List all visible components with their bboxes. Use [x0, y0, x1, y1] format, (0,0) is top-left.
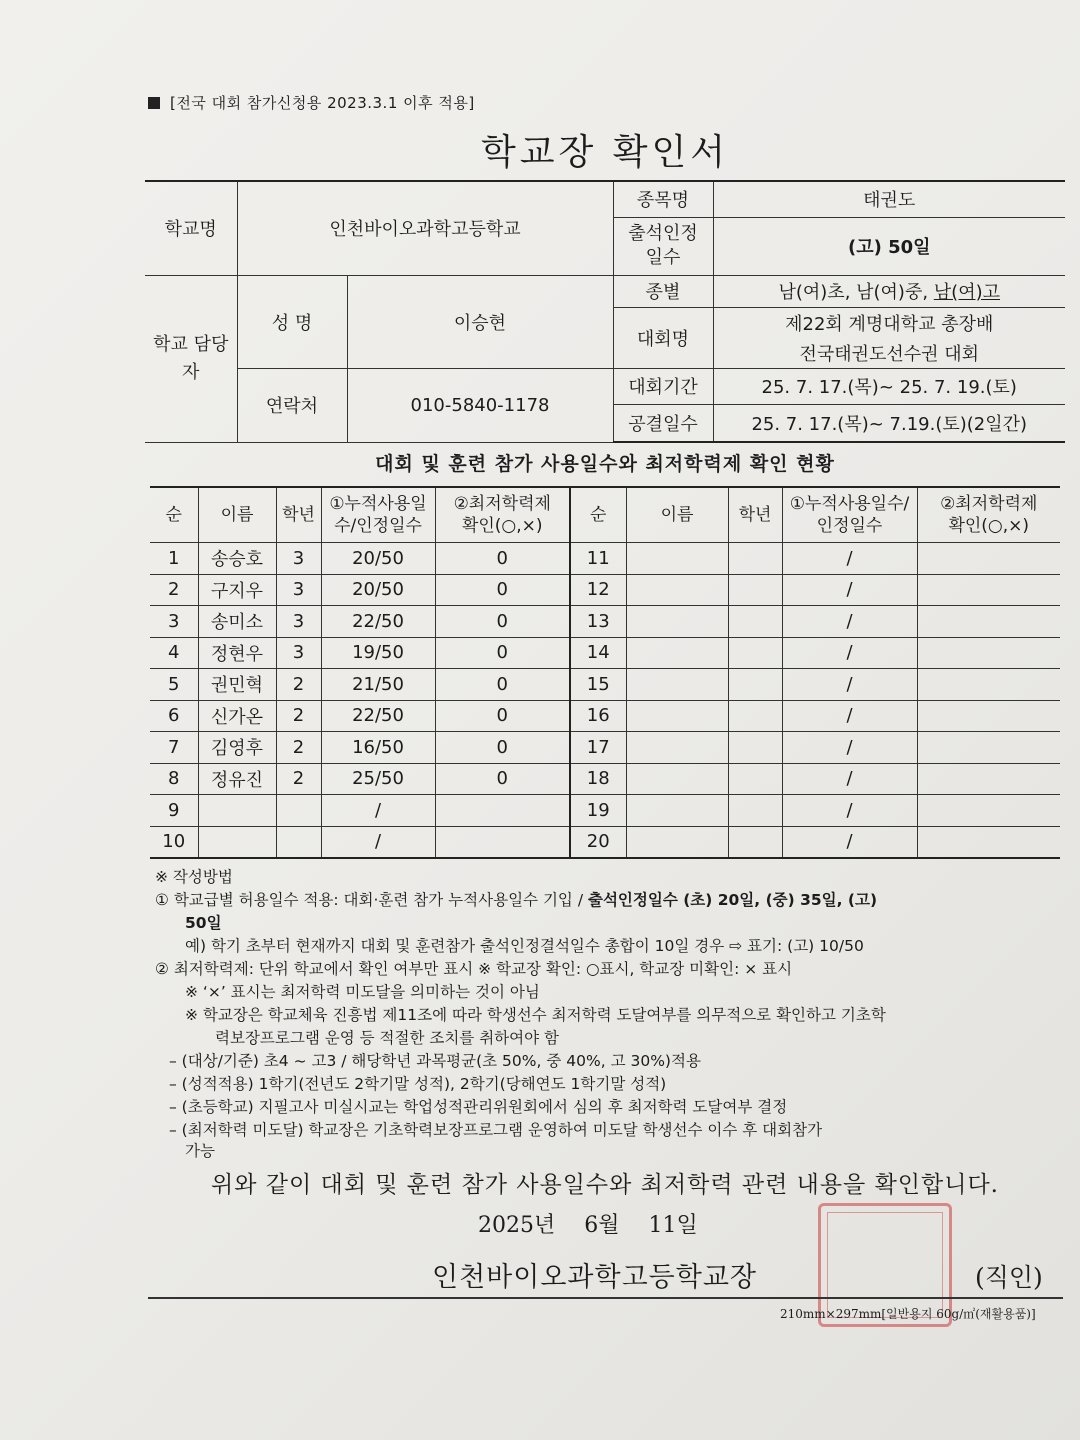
absence-value: 25. 7. 17.(목)~ 7.19.(토)(2일간)	[713, 404, 1065, 442]
table-row	[150, 763, 1060, 795]
cell-left-days: 22/50	[321, 606, 435, 638]
cell-left-name: 신가온	[198, 700, 276, 732]
table-row	[150, 826, 1060, 858]
cell-left-grade: 2	[276, 700, 321, 732]
cell-right-name	[626, 763, 728, 795]
cell-left-grade: 2	[276, 732, 321, 764]
col-days-line2: 수/인정일수	[334, 516, 422, 536]
col-check-line1: ②최저학력제	[453, 494, 551, 514]
division-label: 종별	[613, 275, 713, 307]
note-1-bold: 출석인정일수 (초) 20일, (중) 35일, (고)	[587, 891, 878, 909]
col-days-right-line2: 인정일수	[816, 516, 883, 536]
cell-left-name: 권민혁	[198, 669, 276, 701]
col-grade: 학년	[276, 487, 321, 543]
cell-left-check: 0	[435, 669, 570, 701]
cell-right-grade	[728, 795, 782, 827]
phone-label: 연락처	[237, 368, 347, 442]
cell-left-grade: 3	[276, 574, 321, 606]
period-value: 25. 7. 17.(목)~ 25. 7. 19.(토)	[713, 368, 1065, 404]
school-name-label: 학교명	[145, 181, 237, 275]
cell-left-days: 22/50	[321, 700, 435, 732]
cell-left-no: 8	[150, 763, 198, 795]
name-label: 성 명	[237, 275, 347, 368]
cell-right-days: /	[782, 669, 917, 701]
table-row	[150, 700, 1060, 732]
roster-table	[150, 486, 1060, 859]
cell-right-no: 18	[570, 763, 626, 795]
cell-left-name: 김영후	[198, 732, 276, 764]
cell-right-grade	[728, 669, 782, 701]
cell-left-grade: 3	[276, 606, 321, 638]
table-row	[150, 669, 1060, 701]
info-table	[145, 180, 1065, 443]
cell-left-name: 송미소	[198, 606, 276, 638]
cell-left-no: 9	[150, 795, 198, 827]
cell-right-days: /	[782, 763, 917, 795]
col-no-right: 순	[570, 487, 626, 543]
cell-right-name	[626, 574, 728, 606]
cell-right-name	[626, 669, 728, 701]
cell-right-check	[917, 732, 1060, 764]
attendance-label: 출석인정 일수	[613, 217, 713, 275]
col-check-right	[917, 487, 1060, 543]
note-2-b1: ※ 학교장은 학교체육 진흥법 제11조에 따라 학생선수 최저학력 도달여부를 의무적으로 확인하고 기초학	[185, 1006, 886, 1024]
header-note-text: [전국 대회 참가신청용 2023.3.1 이후 적용]	[170, 94, 475, 112]
attendance-value: (고) 50일	[713, 217, 1065, 275]
phone-value: 010-5840-1178	[347, 368, 613, 442]
cell-left-grade: 2	[276, 669, 321, 701]
cell-right-no: 15	[570, 669, 626, 701]
division-value	[713, 275, 1065, 307]
note-2-a: ※ ‘×’ 표시는 최저학력 미도달을 의미하는 것이 아님	[185, 983, 540, 1001]
roster-body	[150, 543, 1060, 859]
cell-right-days: /	[782, 826, 917, 858]
section-title: 대회 및 훈련 참가 사용일수와 최저학력제 확인 현황	[375, 453, 835, 475]
cell-right-check	[917, 826, 1060, 858]
event-value: 태권도	[713, 181, 1065, 217]
issue-date: 2025년 6월 11일	[478, 1213, 698, 1238]
event-label: 종목명	[613, 181, 713, 217]
col-check-right-line2: 확인(○,×)	[948, 516, 1030, 536]
cell-left-name: 정현우	[198, 637, 276, 669]
cell-right-name	[626, 543, 728, 575]
table-row	[150, 795, 1060, 827]
cell-left-check	[435, 795, 570, 827]
cell-right-name	[626, 795, 728, 827]
cell-left-days: 21/50	[321, 669, 435, 701]
confirmation-statement: 위와 같이 대회 및 훈련 참가 사용일수와 최저학력 관련 내용을 확인합니다.	[211, 1172, 999, 1198]
cell-right-days: /	[782, 795, 917, 827]
cell-right-no: 16	[570, 700, 626, 732]
detail-1: – (대상/기준) 초4 ~ 고3 / 해당학년 과목평균(초 50%, 중 40%, 고 30%)적용	[169, 1052, 701, 1070]
col-name: 이름	[198, 487, 276, 543]
note-1	[155, 889, 1060, 912]
col-days-right	[782, 487, 917, 543]
cell-right-days: /	[782, 543, 917, 575]
cell-right-grade	[728, 700, 782, 732]
cell-left-no: 1	[150, 543, 198, 575]
cell-right-grade	[728, 732, 782, 764]
square-bullet-icon	[148, 97, 160, 109]
school-name: 인천바이오과학고등학교	[237, 181, 613, 275]
cell-left-days: 20/50	[321, 543, 435, 575]
period-label: 대회기간	[613, 368, 713, 404]
detail-3: – (초등학교) 지필고사 미실시교는 학업성적관리위원회에서 심의 후 최저학력 도달여부 결정	[169, 1098, 788, 1116]
cell-left-no: 6	[150, 700, 198, 732]
cell-right-check	[917, 669, 1060, 701]
instructions	[155, 866, 1060, 1160]
name-value: 이승현	[347, 275, 613, 368]
detail-4a: – (최저학력 미도달) 학교장은 기초학력보장프로그램 운영하여 미도달 학생선수 이수 후 대회참가	[169, 1121, 823, 1139]
cell-right-days: /	[782, 574, 917, 606]
cell-right-check	[917, 795, 1060, 827]
cell-left-no: 3	[150, 606, 198, 638]
col-check-line2: 확인(○,×)	[461, 516, 543, 536]
cell-right-days: /	[782, 606, 917, 638]
cell-right-no: 17	[570, 732, 626, 764]
absence-label: 공결일수	[613, 404, 713, 442]
page-title: 학교장 확인서	[480, 132, 730, 173]
cell-left-grade: 2	[276, 763, 321, 795]
cell-right-name	[626, 606, 728, 638]
contact-person-label: 학교 담당자	[145, 275, 237, 442]
detail-2: – (성적적용) 1학기(전년도 2학기말 성적), 2학기(당해연도 1학기말 성적)	[169, 1075, 667, 1093]
table-row	[150, 574, 1060, 606]
cell-right-grade	[728, 763, 782, 795]
cell-right-name	[626, 732, 728, 764]
principal-name: 인천바이오과학고등학교장	[432, 1262, 757, 1293]
cell-left-no: 5	[150, 669, 198, 701]
competition-line2: 전국태권도선수권 대회	[713, 338, 1065, 369]
col-no: 순	[150, 487, 198, 543]
cell-right-grade	[728, 574, 782, 606]
col-check	[435, 487, 570, 543]
cell-right-no: 20	[570, 826, 626, 858]
note-2: ② 최저학력제: 단위 학교에서 확인 여부만 표시 ※ 학교장 확인: ○표시, 학교장 미확인: × 표시	[155, 960, 793, 978]
cell-left-no: 7	[150, 732, 198, 764]
note-2-b2: 력보장프로그램 운영 등 적절한 조치를 취하여야 함	[215, 1029, 559, 1047]
cell-left-check: 0	[435, 700, 570, 732]
cell-left-name: 구지우	[198, 574, 276, 606]
detail-4b: 가능	[185, 1142, 215, 1160]
cell-left-no: 4	[150, 637, 198, 669]
cell-left-no: 10	[150, 826, 198, 858]
competition-line1: 제22회 계명대학교 총장배	[713, 307, 1065, 338]
cell-right-check	[917, 763, 1060, 795]
cell-right-days: /	[782, 637, 917, 669]
cell-right-days: /	[782, 732, 917, 764]
col-days	[321, 487, 435, 543]
cell-left-check: 0	[435, 606, 570, 638]
cell-right-name	[626, 826, 728, 858]
table-row	[150, 637, 1060, 669]
cell-left-grade	[276, 826, 321, 858]
cell-right-days: /	[782, 700, 917, 732]
notes-heading: ※ 작성방법	[155, 868, 233, 886]
competition-label: 대회명	[613, 307, 713, 368]
col-days-line1: ①누적사용일	[329, 494, 427, 514]
table-row	[150, 543, 1060, 575]
cell-left-name: 정유진	[198, 763, 276, 795]
cell-right-grade	[728, 826, 782, 858]
cell-right-no: 13	[570, 606, 626, 638]
cell-right-check	[917, 700, 1060, 732]
cell-left-grade: 3	[276, 637, 321, 669]
cell-right-check	[917, 574, 1060, 606]
note-1-text: ① 학교급별 허용일수 적용: 대회·훈련 참가 누적사용일수 기입 /	[155, 891, 588, 909]
cell-right-name	[626, 700, 728, 732]
col-name-right: 이름	[626, 487, 728, 543]
col-check-right-line1: ②최저학력제	[940, 494, 1038, 514]
cell-right-grade	[728, 637, 782, 669]
col-days-right-line1: ①누적사용일수/	[789, 494, 910, 514]
cell-right-check	[917, 606, 1060, 638]
cell-right-no: 14	[570, 637, 626, 669]
cell-right-grade	[728, 543, 782, 575]
cell-right-no: 11	[570, 543, 626, 575]
cell-left-name: 송승호	[198, 543, 276, 575]
cell-left-days: 25/50	[321, 763, 435, 795]
cell-left-days: 20/50	[321, 574, 435, 606]
table-row	[150, 732, 1060, 764]
note-1-example: 예) 학기 초부터 현재까지 대회 및 훈련참가 출석인정결석일수 총합이 10일 경우 ⇨ 표기: (고) 10/50	[185, 937, 864, 955]
cell-left-days: 19/50	[321, 637, 435, 669]
cell-left-check: 0	[435, 574, 570, 606]
cell-left-name	[198, 795, 276, 827]
cell-left-days: /	[321, 826, 435, 858]
header-note	[148, 92, 475, 113]
bottom-divider	[148, 1297, 1063, 1299]
cell-left-days: /	[321, 795, 435, 827]
cell-left-check	[435, 826, 570, 858]
cell-left-check: 0	[435, 732, 570, 764]
cell-left-check: 0	[435, 543, 570, 575]
cell-right-no: 12	[570, 574, 626, 606]
cell-right-no: 19	[570, 795, 626, 827]
division-options: 남(여)초, 남(여)중,	[778, 282, 934, 303]
cell-left-grade	[276, 795, 321, 827]
cell-left-name	[198, 826, 276, 858]
cell-right-check	[917, 543, 1060, 575]
table-row	[150, 606, 1060, 638]
cell-right-name	[626, 637, 728, 669]
cell-left-days: 16/50	[321, 732, 435, 764]
cell-left-check: 0	[435, 763, 570, 795]
cell-right-grade	[728, 606, 782, 638]
cell-right-check	[917, 637, 1060, 669]
col-grade-right: 학년	[728, 487, 782, 543]
paper-size-note: 210mm×297mm[일반용지 60g/㎡(재활용품)]	[780, 1307, 1036, 1321]
division-selected: 남(여)고	[933, 282, 1001, 303]
seal-label: (직인)	[975, 1263, 1043, 1292]
cell-left-no: 2	[150, 574, 198, 606]
cell-left-grade: 3	[276, 543, 321, 575]
note-1-bold-cont: 50일	[185, 914, 222, 932]
cell-left-check: 0	[435, 637, 570, 669]
